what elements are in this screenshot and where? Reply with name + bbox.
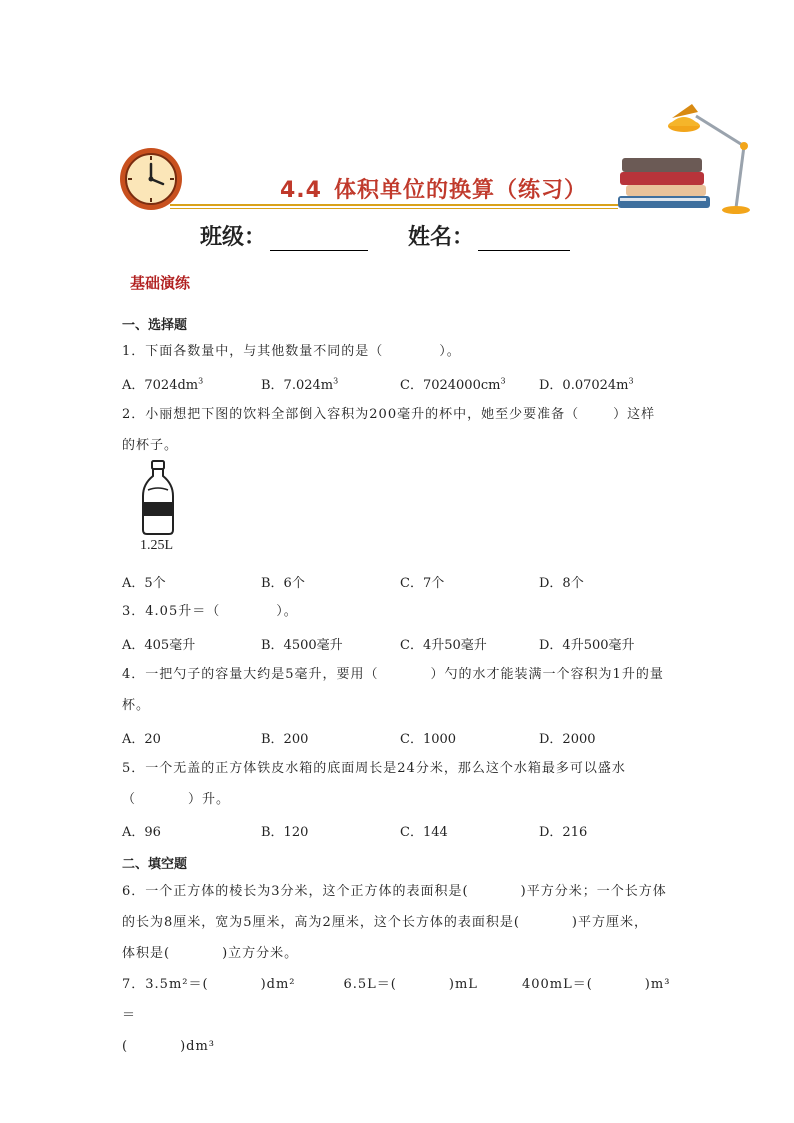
option-b[interactable]: B．200 [261,732,309,747]
class-blank[interactable] [270,228,368,251]
option-b[interactable]: B．$7.024m^3$ [261,376,339,393]
student-info-row [200,220,570,251]
clock-icon [118,146,184,212]
page-title [280,173,587,204]
question-1-options [122,374,682,393]
name-blank[interactable] [478,228,570,251]
title-divider [170,204,618,206]
question-3-options [122,634,682,653]
question-4: 4．一把勺子的容量大约是5毫升，要用（ ）勺的水才能装满一个容积为1升的量 杯。 [122,667,664,713]
question-2: 2．小丽想把下图的饮料全部倒入容积为200毫升的杯中，她至少要准备（ ）这样 的杯子。 [122,407,656,453]
question-3: 3．4.05升＝（ ）。 [122,604,298,619]
option-b[interactable]: B．4500毫升 [261,638,343,653]
class-label: 班级： [200,225,267,250]
option-c[interactable]: C．1000 [400,732,457,747]
question-1: 1．下面各数量中，与其他数量不同的是（ ）。 [122,344,461,359]
question-2-options [122,572,682,591]
option-a[interactable]: A．96 [122,825,161,840]
option-a[interactable]: A．5个 [122,576,166,591]
part-title-fill: 二、填空题 [122,857,188,872]
bottle-icon [140,460,176,536]
part-title-choice: 一、选择题 [122,318,188,333]
option-d[interactable]: D．2000 [539,732,596,747]
question-4-options [122,728,682,747]
title-number: 4.4 [280,178,322,203]
option-d[interactable]: D．$0.07024m^3$ [539,376,634,393]
desk-lamp-books-illustration [612,96,758,220]
option-a[interactable]: A．405毫升 [122,638,196,653]
option-b[interactable]: B．6个 [261,576,305,591]
option-c[interactable]: C．4升50毫升 [400,638,487,653]
bottle-volume-label: 1.25L [140,538,174,553]
title-divider-thin [170,208,618,209]
option-b[interactable]: B．120 [261,825,309,840]
option-a[interactable]: A．$7024dm^3$ [122,376,204,393]
option-d[interactable]: D．216 [539,825,588,840]
option-c[interactable]: C．7个 [400,576,445,591]
title-text: 体积单位的换算（练习） [333,178,587,203]
section-label: 基础演练 [130,274,191,292]
question-6: 6．一个正方体的棱长为3分米，这个正方体的表面积是( )平方分米；一个长方体 的长为8厘米，宽为5厘米，高为2厘米，这个长方体的表面积是( )平方厘米， 体积是( )立方分米。 [122,884,667,961]
option-d[interactable]: D．4升500毫升 [539,638,635,653]
name-label: 姓名： [408,225,475,250]
option-d[interactable]: D．8个 [539,576,584,591]
question-5: 5．一个无盖的正方体铁皮水箱的底面周长是24分米，那么这个水箱最多可以盛水 （ ）升。 [122,761,626,807]
option-c[interactable]: C．144 [400,825,448,840]
question-5-options [122,821,682,840]
option-a[interactable]: A．20 [122,732,161,747]
question-7: 7．3.5m²＝( )dm² 6.5L＝( )mL 400mL＝( )m³＝ ( )dm³ [122,977,671,1054]
option-c[interactable]: C．$7024000cm^3$ [400,376,506,393]
